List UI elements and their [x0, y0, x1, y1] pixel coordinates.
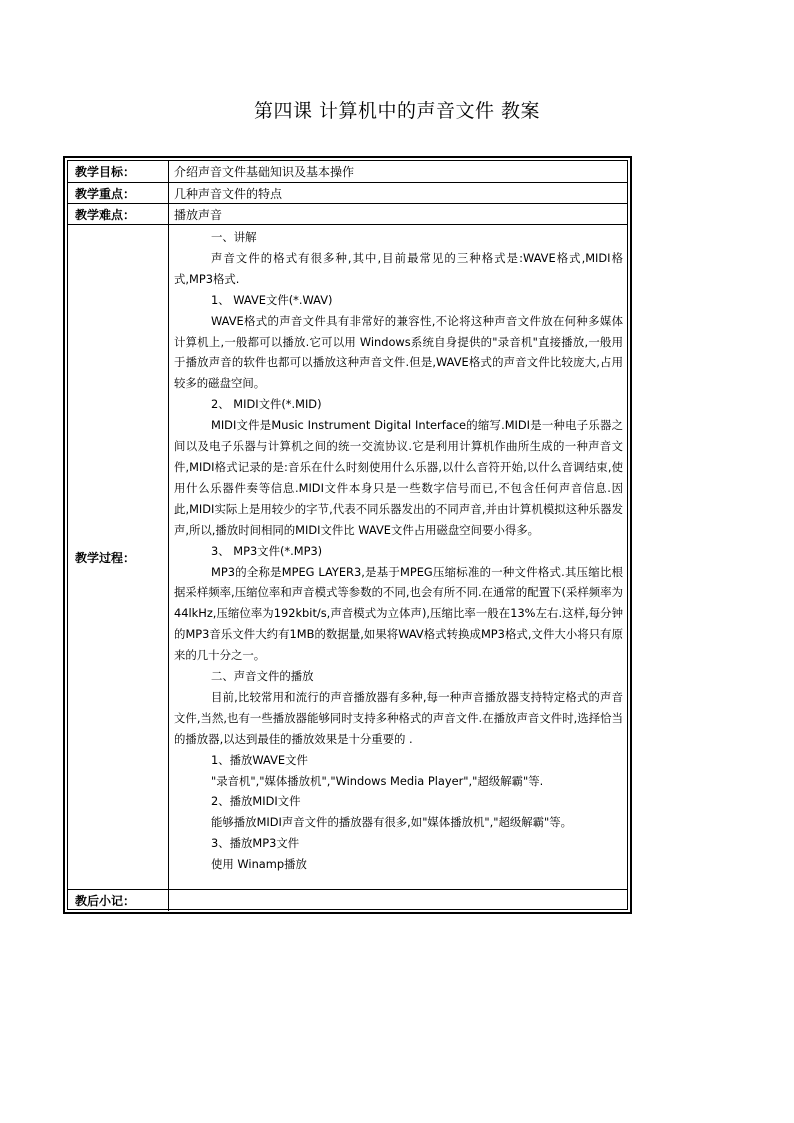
lesson-plan-table: [63, 156, 632, 914]
subheading-midi: 2、 MIDI文件(*.MID): [211, 397, 322, 412]
subheading-wave: 1、 WAVE文件(*.WAV): [211, 292, 333, 307]
row-post-notes: [68, 890, 627, 911]
paragraph-intro: 声音文件的格式有很多种,其中,目前最常见的三种格式是:WAVE格式,MIDI格式,MP3格式.: [174, 250, 623, 286]
paragraph-mp3: MP3的全称是MPEG LAYER3,是基于MPEG压缩标准的一种文件格式.其压缩比根据采样频率,压缩位率和声音模式等参数的不同,也会有所不同.在通常的配置下(采样频率为44lkHz,压缩位率为192kbit/s,声音模式为立体声),压缩比率一般在13%左右.这样,每分钟的MP3音乐文件大约有1MB的数据量,如果将WAV格式转换成MP3格式,文件大小将只有原来的几十分之一。: [174, 564, 623, 663]
row-teaching-process: [68, 225, 627, 890]
process-content: [170, 225, 627, 889]
goal-value: 介绍声音文件基础知识及基本操作: [174, 165, 355, 179]
section-heading-playback: 二、声音文件的播放: [211, 669, 314, 684]
subheading-mp3: 3、 MP3文件(*.MP3): [211, 543, 323, 558]
table-inner-frame: [67, 160, 628, 910]
process-label: 教学过程：: [68, 225, 169, 889]
subheading-play-mp3: 3、播放MP3文件: [211, 836, 300, 851]
notes-label: 教后小记：: [68, 890, 169, 911]
subheading-play-wave: 1、播放WAVE文件: [211, 752, 308, 767]
row-teaching-goal: [68, 161, 627, 183]
paragraph-playback: 目前,比较常用和流行的声音播放器有多种,每一种声音播放器支持特定格式的声音文件,当然,也有一些播放器能够同时支持多种格式的声音文件.在播放声音文件时,选择恰当的播放器,以达到最佳的播放效果是十分重要的 .: [174, 689, 623, 746]
text-play-wave: "录音机","媒体播放机","Windows Media Player","超级解霸"等.: [211, 773, 544, 788]
notes-value: [170, 890, 627, 911]
row-difficulty: [68, 204, 627, 225]
text-play-midi: 能够播放MIDI声音文件的播放器有很多,如"媒体播放机","超级解霸"等。: [211, 815, 573, 830]
row-key-point: [68, 183, 627, 204]
paragraph-wave: WAVE格式的声音文件具有非常好的兼容性,不论将这种声音文件放在何种多媒体计算机上,一般都可以播放.它可以用 Windows系统自身提供的"录音机"直接播放,一般用于播放声音的软件也都可以播放这种声音文件.但是,WAVE格式的声音文件比较庞大,占用较多的磁盘空间。: [174, 313, 623, 391]
page-title: 第四课 计算机中的声音文件 教案: [253, 100, 541, 122]
goal-label: 教学目标：: [68, 161, 169, 182]
paragraph-midi: MIDI文件是Music Instrument Digital Interface的缩写.MIDI是一种电子乐器之间以及电子乐器与计算机之间的统一交流协议.它是利用计算机作曲所生成的一种声音文件,MIDI格式记录的是:音乐在什么时刻使用什么乐器,以什么音符开始,以什么音调结束,使用什么乐器件奏等信息.MIDI文件本身只是一些数字信号而已,不包含任何声音信息.因此,MIDI实际上是用较少的字节,代表不同乐器发出的不同声音,并由计算机模拟这种乐器发声,所以,播放时间相同的MIDI文件比 WAVE文件占用磁盘空间要小得多。: [174, 418, 623, 537]
difficulty-label: 教学难点：: [68, 204, 169, 224]
subheading-play-midi: 2、播放MIDI文件: [211, 794, 301, 809]
difficulty-value: 播放声音: [174, 207, 223, 222]
text-play-mp3: 使用 Winamp播放: [211, 857, 307, 872]
key-value: 几种声音文件的特点: [174, 186, 283, 201]
section-heading-lecture: 一、讲解: [211, 230, 257, 244]
key-label: 教学重点：: [68, 183, 169, 203]
